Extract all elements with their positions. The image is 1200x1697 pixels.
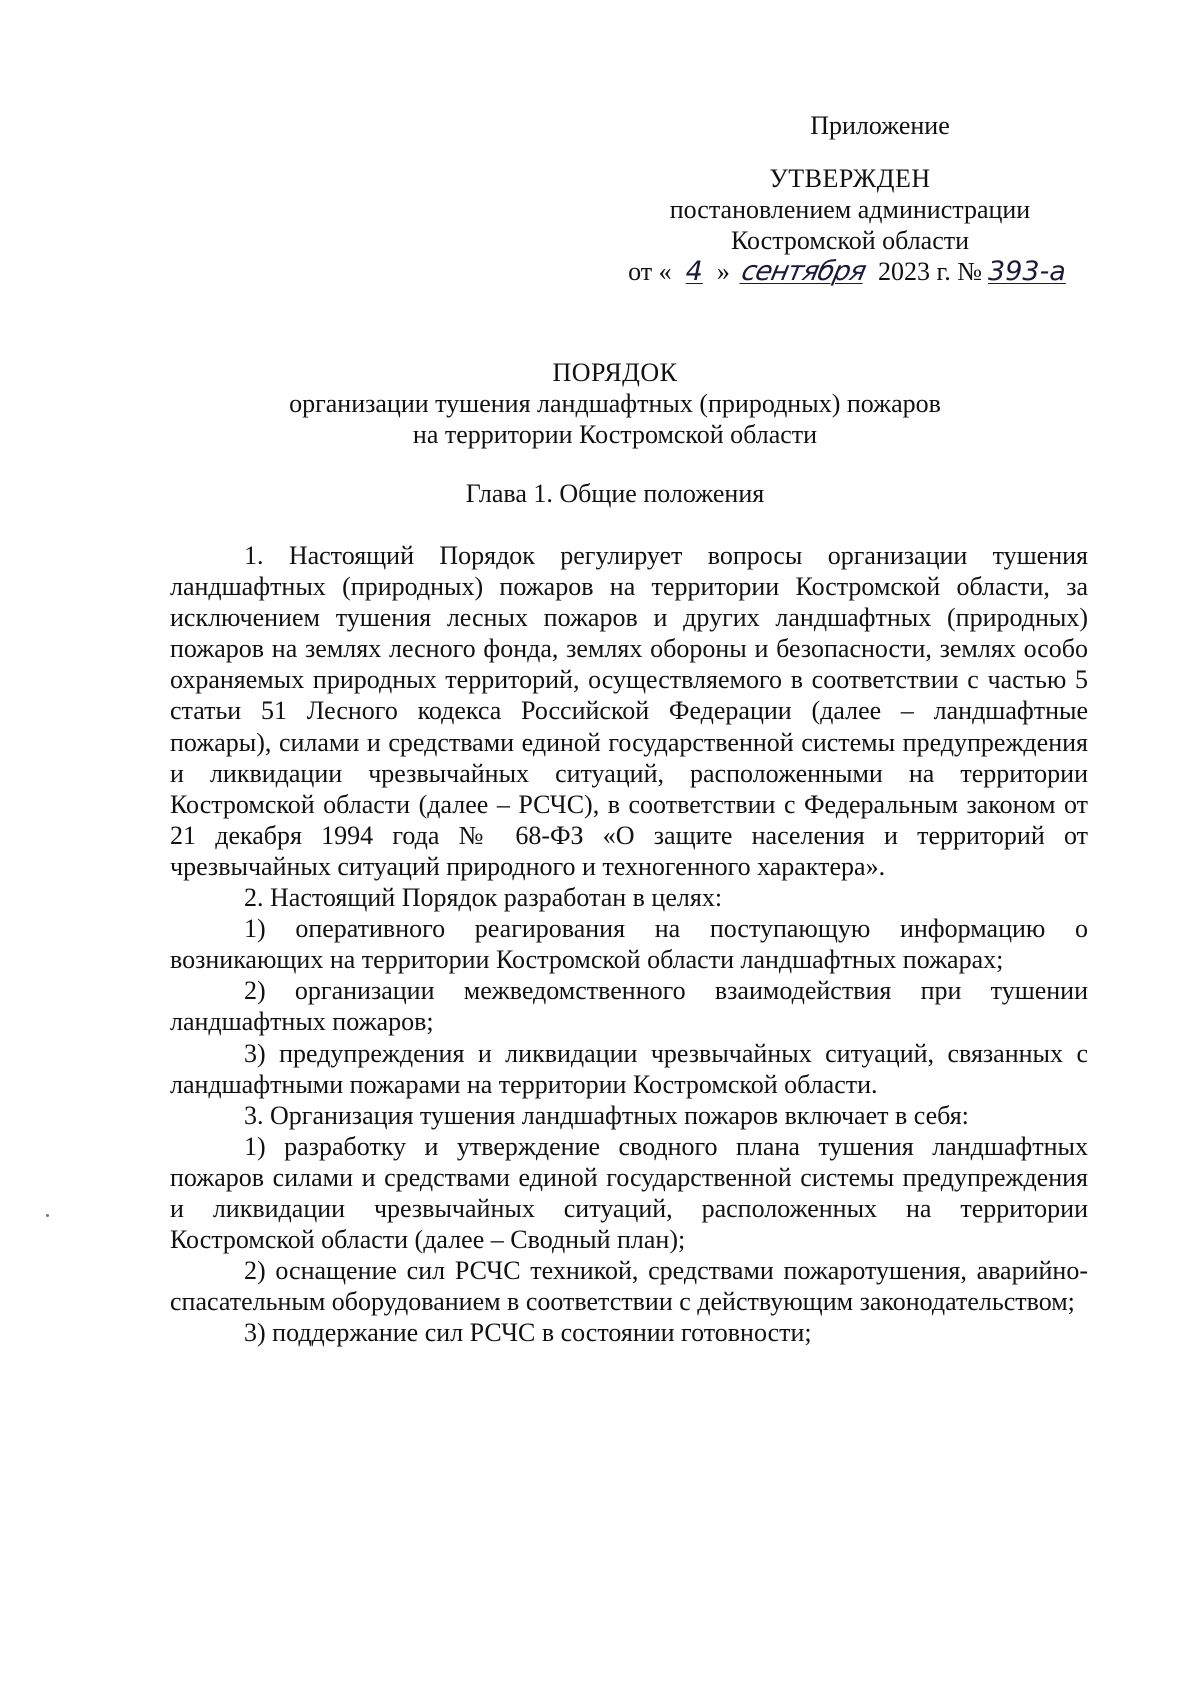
approved-label: УТВЕРЖДЕН	[769, 164, 931, 193]
paragraph: 2) оснащение сил РСЧС техникой, средствами пожаротушения, аварийно-спасательным оборудованием в соответствии с действующим законодательством;	[170, 1256, 1088, 1317]
chapter-heading: Глава 1. Общие положения	[465, 479, 765, 508]
title-line-2: организации тушения ландшафтных (природных) пожаров	[289, 389, 941, 418]
document-body	[170, 540, 1088, 1348]
paragraph: 1. Настоящий Порядок регулирует вопросы организации тушения ландшафтных (природных) пожаров на территории Костромской области, за исключением тушения лесных пожаров и других ландшафтных (природных) пожаров на землях лесного фонда, землях обороны и безопасности, землях особо охраняемых природных территорий, осуществляемого в соответствии с частью 5 статьи 51 Лесного кодекса Российской Федерации (далее – ландшафтные пожары), силами и средствами единой государственной системы предупреждения и ликвидации чрезвычайных ситуаций, расположенными на территории Костромской области (далее – РСЧС), в соответствии с Федеральным законом от 21 декабря 1994 года № 68-ФЗ «О защите населения и территорий от чрезвычайных ситуаций природного и техногенного характера».	[170, 541, 1088, 881]
handwritten-decree-number: 393-а	[988, 256, 1066, 287]
paragraph: 1) разработку и утверждение сводного плана тушения ландшафтных пожаров силами и средствами единой государственной системы предупреждения и ликвидации чрезвычайных ситуаций, расположенных на территории Костромской области (далее – Сводный план);	[170, 1131, 1088, 1255]
paragraph: 2. Настоящий Порядок разработан в целях:	[244, 883, 723, 913]
decree-quote-close: »	[716, 257, 730, 286]
paragraph: 3) предупреждения и ликвидации чрезвычайных ситуаций, связанных с ландшафтными пожарами на территории Костромской области.	[170, 1038, 1088, 1099]
document-title	[140, 357, 1090, 450]
approval-line-1: постановлением администрации	[669, 195, 1031, 224]
appendix-label: Приложение	[810, 111, 950, 140]
paragraph: 1) оперативного реагирования на поступающую информацию о возникающих на территории Костромской области ландшафтных пожарах;	[170, 914, 1088, 975]
paragraph: 3. Организация тушения ландшафтных пожаров включает в себя:	[244, 1100, 969, 1130]
approval-stamp-block	[600, 110, 1100, 287]
paragraph: 3) поддержание сил РСЧС в состоянии готовности;	[244, 1318, 812, 1348]
title-line-1: ПОРЯДОК	[552, 358, 678, 387]
approval-line-2: Костромской области	[730, 226, 970, 255]
decree-line	[600, 256, 1100, 287]
scan-speck	[46, 1214, 49, 1217]
decree-prefix: от «	[628, 257, 672, 286]
handwritten-day: 4	[685, 256, 703, 287]
decree-year: 2023 г. №	[877, 257, 983, 286]
title-line-3: на территории Костромской области	[412, 420, 818, 449]
paragraph: 2) организации межведомственного взаимодействия при тушении ландшафтных пожаров;	[170, 976, 1088, 1037]
handwritten-month: сентября	[739, 256, 869, 287]
